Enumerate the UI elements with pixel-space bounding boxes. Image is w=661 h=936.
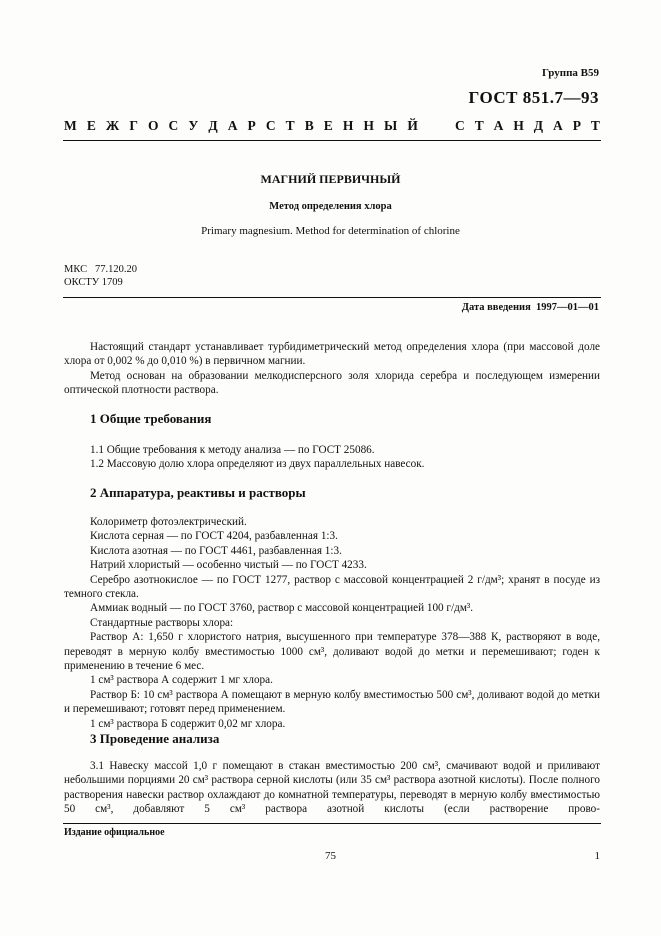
edition-label: Издание официальное [64, 827, 165, 838]
list-item: Раствор А: 1,650 г хлористого натрия, высушенного при температуре 378—388 К, растворяют в воде, переводят в мерную колбу вместимостью 1000 см³, доливают водой до метки и перемешивают; годен к применению в течение 6 мес. [64, 631, 600, 673]
banner-letter: У [188, 118, 199, 133]
list-item: Кислота серная — по ГОСТ 4204, разбавленная 1:3. [90, 530, 338, 543]
list-item: Серебро азотнокислое — по ГОСТ 1277, раствор с массовой концентрацией 2 г/дм³; хранят в посуде из темного стекла. [64, 573, 600, 601]
banner-letter: Н [363, 118, 374, 133]
okstu-code: ОКСТУ 1709 [64, 277, 123, 288]
list-item: Стандартные растворы хлора: [90, 616, 234, 629]
list-item: Аммиак водный — по ГОСТ 3760, раствор с массовой концентрацией 100 г/дм³. [90, 602, 474, 615]
list-item: 1 см³ раствора Б содержит 0,02 мг хлора. [90, 717, 286, 730]
clause: 3.1 Навеску массой 1,0 г помещают в стакан вместимостью 200 см³, смачивают водой и приливают небольшими порциями 20 см³ раствора серной кислоты (или 35 см³ раствора азотной кислоты). После полного растворения навески раствор охлаждают до комнатной температуры, переводят в мерную колбу вместимостью 50 см³, добавляют 5 см³ раствора азотной кислоты (если растворение прово- [64, 760, 600, 816]
banner-letter: В [304, 118, 314, 133]
banner-letter: А [227, 118, 238, 133]
section-heading: 2 Аппаратура, реактивы и растворы [90, 485, 306, 500]
classification-codes [64, 263, 137, 289]
intro-section [64, 340, 600, 398]
section-heading: 1 Общие требования [90, 411, 212, 426]
standard-designation: ГОСТ 851.7—93 [468, 88, 599, 107]
list-item: Колориметр фотоэлектрический. [90, 516, 247, 528]
interstate-standard-banner [64, 118, 600, 134]
banner-letter: А [493, 118, 504, 133]
banner-letter: Н [342, 118, 354, 133]
banner-letter: Т [590, 118, 600, 133]
document-subtitle: Метод определения хлора [269, 201, 392, 212]
page-number: 75 [325, 850, 336, 862]
banner-letter: Т [474, 118, 484, 133]
section-3-body [64, 759, 600, 817]
banner-letter: С [455, 118, 465, 133]
banner-letter: С [265, 118, 276, 133]
banner-letter: Р [247, 118, 256, 133]
intro-paragraph: Настоящий стандарт устанавливает турбидиметрический метод определения хлора (при массовой доле хлора от 0,002 % до 0,010 %) в первичном магнии. [64, 341, 600, 368]
banner-letter: Е [86, 118, 96, 133]
banner-letter: Е [323, 118, 333, 133]
clause: 1.2 Массовую долю хлора определяют из двух параллельных навесок. [90, 458, 425, 471]
intro-paragraph: Метод основан на образовании мелкодисперсного золя хлорида серебра и последующем измерении оптической плотности раствора. [64, 369, 600, 397]
list-item: Натрий хлористый — особенно чистый — по ГОСТ 4233. [90, 559, 367, 572]
footer-rule [63, 823, 601, 824]
banner-letter: Ы [384, 118, 398, 133]
section-heading: 3 Проведение анализа [90, 731, 220, 746]
document-title: МАГНИЙ ПЕРВИЧНЫЙ [260, 172, 401, 186]
introduction-date: Дата введения 1997—01—01 [461, 302, 599, 313]
section-2-body [64, 515, 600, 731]
list-item: Кислота азотная — по ГОСТ 4461, разбавленная 1:3. [90, 544, 342, 557]
banner-letter: Д [208, 118, 218, 133]
clause: 1.1 Общие требования к методу анализа — по ГОСТ 25086. [90, 444, 375, 456]
top-rule [63, 140, 601, 141]
banner-letter: Й [407, 118, 418, 133]
banner-word-interstate [64, 118, 418, 134]
banner-word-standard [455, 118, 600, 134]
english-title: Primary magnesium. Method for determination of chlorine [201, 225, 460, 237]
group-code: Группа В59 [541, 67, 599, 79]
section-1-body [64, 443, 600, 472]
banner-letter: Ж [105, 118, 120, 133]
mks-code: МКС 77.120.20 [64, 264, 137, 275]
banner-letter: Г [129, 118, 138, 133]
banner-letter: М [64, 118, 77, 133]
banner-letter: О [147, 118, 159, 133]
list-item: 1 см³ раствора А содержит 1 мг хлора. [90, 674, 273, 687]
middle-rule [63, 297, 601, 298]
banner-letter: Р [572, 118, 581, 133]
banner-letter: С [168, 118, 179, 133]
banner-letter: А [553, 118, 563, 133]
banner-letter: Д [533, 118, 544, 133]
banner-letter: Н [513, 118, 524, 133]
banner-letter: Т [285, 118, 295, 133]
sheet-number: 1 [594, 850, 600, 862]
list-item: Раствор Б: 10 см³ раствора А помещают в мерную колбу вместимостью 500 см³, доливают водой до метки и перемешивают; готовят перед применением. [64, 688, 600, 716]
